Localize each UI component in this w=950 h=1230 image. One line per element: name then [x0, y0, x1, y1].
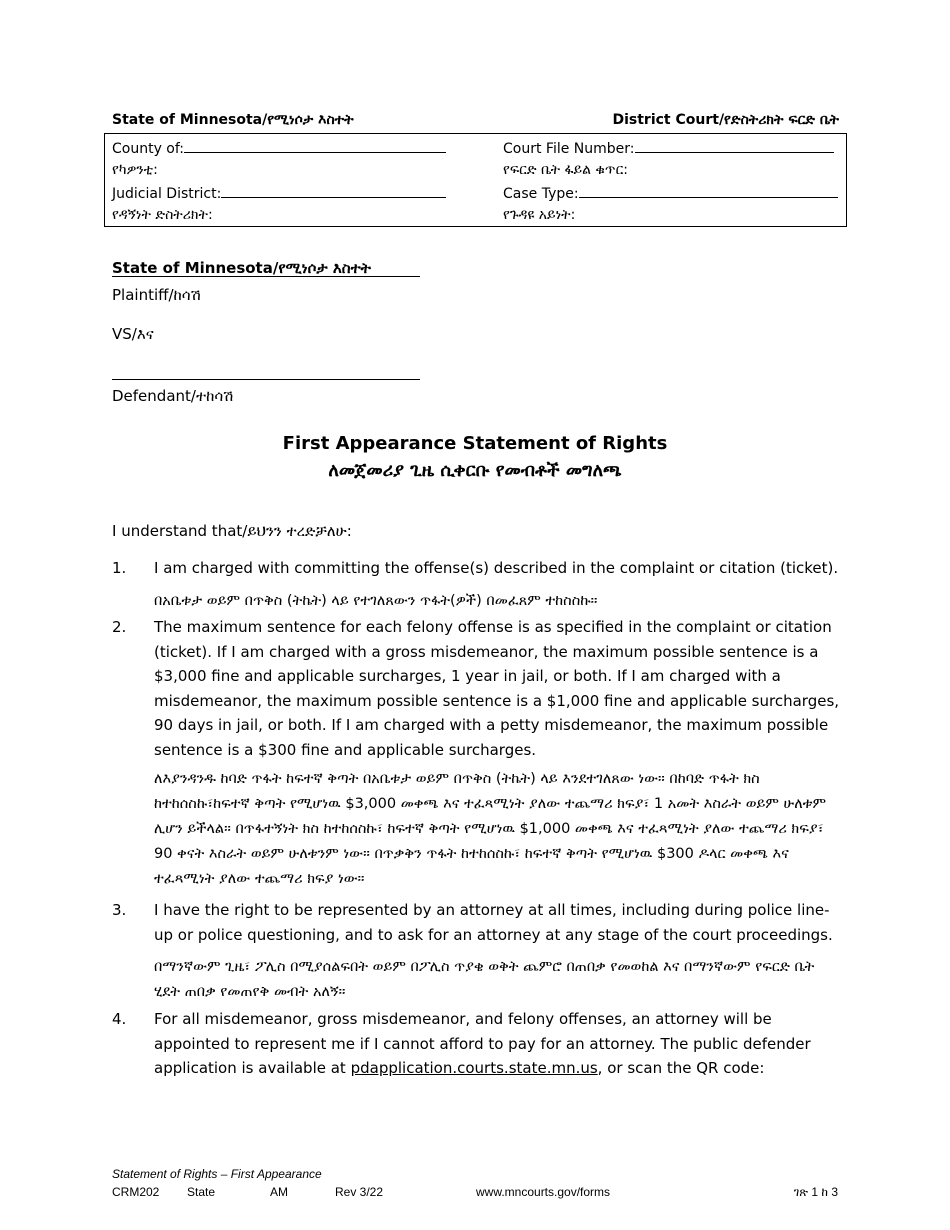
- header-court: District Court/የድስትሪክት ፍርድ ቤት: [612, 112, 839, 128]
- item-3-number: 3.: [112, 901, 127, 919]
- judicial-district-label: Judicial District:: [112, 186, 222, 202]
- caption-state: State of Minnesota/የሚነሶታ እስተት: [112, 259, 371, 277]
- footer-language: AM: [270, 1185, 288, 1199]
- caption-state-underline: [112, 276, 420, 277]
- caption-vs: VS/እና: [112, 325, 154, 343]
- item-3-amharic: በማንኛውም ጊዜ፣ ፖሊስ በሚያሰልፍበት ወይም በፖሊስ ጥያቄ ወቅት ጨምሮ በጠበቃ የመወከል እና በማንኛውም የፍርድ ቤት ሂደት ጠበቃ የመጠየቅ መብት አለኝ።: [154, 959, 815, 1000]
- public-defender-link[interactable]: pdapplication.courts.state.mn.us: [350, 1059, 598, 1077]
- item-4-text: For all misdemeanor, gross misdemeanor, and felony offenses, an attorney will be appointed to represent me if I cannot afford to pay for an attorney. The public defender application is available at: [154, 1010, 811, 1077]
- item-2-number: 2.: [112, 618, 127, 636]
- footer-page-number: ገጽ 1 ከ 3: [793, 1185, 838, 1199]
- court-file-number-label-amharic: የፍርድ ቤት ፋይል ቁጥር:: [503, 162, 629, 178]
- county-field: [112, 139, 446, 157]
- judicial-district-field: [112, 184, 446, 202]
- document-title: First Appearance Statement of Rights: [282, 433, 668, 454]
- caption-plaintiff: Plaintiff/ከሳሽ: [112, 286, 201, 304]
- header-state: State of Minnesota/የሚነሶታ እስተት: [112, 112, 354, 128]
- footer-title: Statement of Rights – First Appearance: [112, 1167, 322, 1181]
- item-1-english: I am charged with committing the offense(s) described in the complaint or citation (ticket).: [154, 559, 839, 577]
- county-input[interactable]: [184, 139, 446, 153]
- defendant-name-line[interactable]: [112, 379, 420, 380]
- judicial-district-input[interactable]: [221, 184, 446, 198]
- intro-text: I understand that/ይህንን ተረድቻለሁ:: [112, 522, 352, 540]
- document-title-amharic: ለመጀመሪያ ጊዜ ሲቀርቡ የመብቶች መግለጫ: [328, 460, 622, 481]
- case-type-field: [503, 184, 838, 202]
- judicial-district-label-amharic: የዳኝነት ድስትሪክት:: [112, 207, 213, 223]
- court-file-number-input[interactable]: [635, 139, 834, 153]
- county-label: County of:: [112, 141, 185, 157]
- item-4-number: 4.: [112, 1010, 127, 1028]
- footer-state: State: [187, 1185, 216, 1199]
- court-file-number-field: [503, 139, 834, 157]
- county-label-amharic: የካዎንቲ:: [112, 162, 158, 178]
- case-type-label-amharic: የጉዳዩ አይነት:: [503, 207, 576, 223]
- item-1-amharic: በአቤቱታ ወይም በጥቅስ (ትኬት) ላይ የተገለጸውን ጥፋት(ዎች) በመፈጸም ተከስስኩ።: [154, 593, 598, 609]
- item-4-english: [154, 1007, 844, 1081]
- item-3-english: I have the right to be represented by an attorney at all times, including during police line-up or police questioning, and to ask for an attorney at any stage of the court proceedings.: [154, 901, 833, 944]
- footer-revision: Rev 3/22: [335, 1185, 384, 1199]
- court-file-number-label: Court File Number:: [503, 141, 635, 157]
- footer-form-number: CRM202: [112, 1185, 160, 1199]
- item-1-number: 1.: [112, 559, 127, 577]
- item-4-text-end: , or scan the QR code:: [597, 1059, 765, 1077]
- item-2-amharic: ለእያንዳንዱ ከባድ ጥፋት ከፍተኛ ቅጣት በአቤቱታ ወይም በጥቅስ (ትኬት) ላይ እንደተገለጸው ነው። በከባድ ጥፋት ክስ ከተከሰስኩ፣ከፍተኛ ቅጣት የሚሆነዉ $3,000 መቀጫ እና ተፈጻሚነት ያለው ተጨማሪ ክፍያ፣ 1 አመት እስራት ወይም ሁለቱም ሊሆን ይችላል። በጥፋተኝነት ክስ ከተከሰስኩ፣ ከፍተኛ ቅጣት የሚሆነዉ $1,000 መቀጫ እና ተፈጻሚነት ያለው ተጨማሪ ክፍያ፣ 90 ቀናት እስራት ወይም ሁለቱንም ነው። በጥቃቅን ጥፋት ከተከሰስኩ፣ ከፍተኛ ቅጣት የሚሆነዉ $300 ዶላር መቀጫ እና ተፈጻሚነት ያለው ተጨማሪ ክፍያ ነው።: [154, 771, 827, 887]
- case-type-label: Case Type:: [503, 186, 579, 202]
- case-type-input[interactable]: [579, 184, 838, 198]
- footer-url[interactable]: www.mncourts.gov/forms: [476, 1185, 611, 1199]
- caption-defendant: Defendant/ተከሳሽ: [112, 387, 234, 405]
- item-2-english: The maximum sentence for each felony offense is as specified in the complaint or citation (ticket). If I am charged with a gross misdemeanor, the maximum possible sentence is a $3,000 fine and applicable surcharges, 1 year in jail, or both. If I am charged with a misdemeanor, the maximum possible sentence is a $1,000 fine and applicable surcharges, 90 days in jail, or both. If I am charged with a petty misdemeanor, the maximum possible sentence is a $300 fine and applicable surcharges.: [154, 618, 840, 759]
